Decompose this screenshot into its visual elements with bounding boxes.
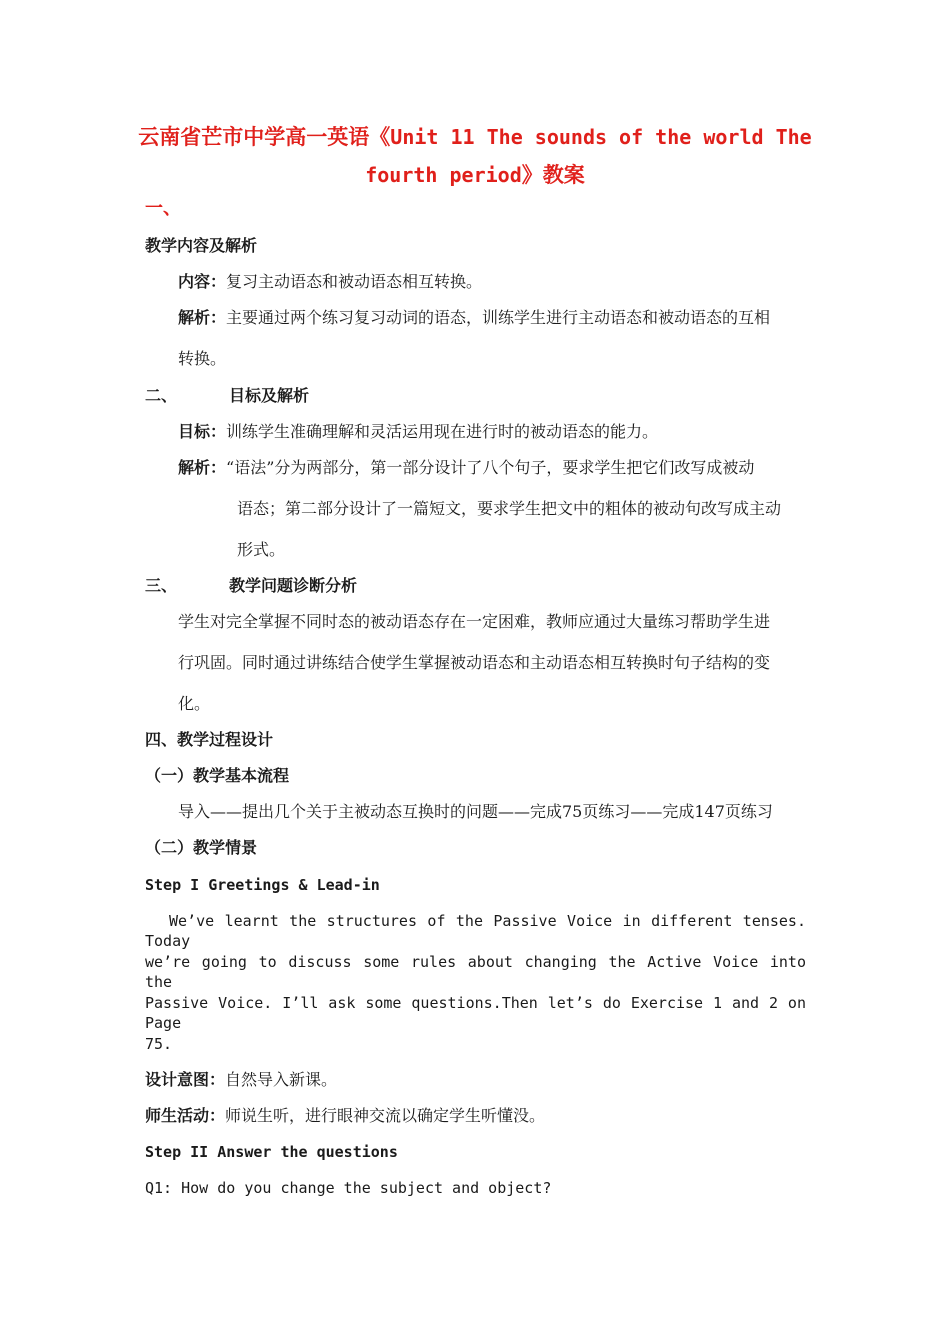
intent-label: 设计意图： [145, 1070, 226, 1089]
activity-text: 师说生听，进行眼神交流以确定学生听懂没。 [225, 1106, 546, 1125]
section3-line1: 学生对完全掌握不同时态的被动语态存在一定困难，教师应通过大量练习帮助学生进 [178, 612, 771, 631]
section2-goal [178, 422, 658, 442]
section3-heading-row [145, 576, 357, 596]
goal-label: 目标： [178, 422, 227, 441]
sub2-heading: （二）教学情景 [145, 838, 258, 857]
section4-heading: 四、教学过程设计 [145, 730, 274, 749]
step1-heading: Step I Greetings & Lead-in [145, 876, 380, 894]
analysis-label: 解析： [178, 458, 227, 477]
step1-line4: 75. [145, 1035, 173, 1053]
section1-number: 一、 [145, 198, 181, 219]
section3-line2: 行巩固。同时通过讲练结合使学生掌握被动语态和主动语态相互转换时句子结构的变 [178, 653, 771, 672]
analysis-label: 解析： [178, 308, 227, 327]
section2-analysis-line3: 形式。 [237, 540, 286, 559]
title-line2-cn: 》教案 [521, 162, 585, 187]
section1-analysis-line1 [178, 308, 770, 328]
analysis-text-line1: 主要通过两个练习复习动词的语态，训练学生进行主动语态和被动语态的互相 [226, 308, 771, 327]
section1-content [178, 272, 482, 292]
section2-number: 二、 [145, 386, 178, 405]
goal-text: 训练学生准确理解和灵活运用现在进行时的被动语态的能力。 [226, 422, 659, 441]
activity-label: 师生活动： [145, 1106, 226, 1125]
section3-line3: 化。 [178, 694, 211, 713]
section2-heading-row [145, 386, 309, 406]
flow-text: 导入——提出几个关于主被动态互换时的问题——完成75页练习——完成147页练习 [178, 802, 773, 821]
intent-text: 自然导入新课。 [225, 1070, 338, 1089]
design-intent [145, 1070, 337, 1090]
section1-analysis-line2: 转换。 [178, 349, 227, 368]
content-label: 内容： [178, 272, 227, 291]
section1-heading: 教学内容及解析 [145, 236, 258, 255]
step1-line2: we’re going to discuss some rules about changing the Active Voice into the [145, 953, 806, 991]
step1-line3: Passive Voice. I’ll ask some questions.Then let’s do Exercise 1 and 2 on Page [145, 994, 806, 1032]
title-line2-en: fourth period [365, 163, 522, 187]
teacher-student-activity [145, 1106, 545, 1126]
step2-heading: Step II Answer the questions [145, 1143, 398, 1161]
section2-heading: 目标及解析 [229, 386, 310, 405]
content-text: 复习主动语态和被动语态相互转换。 [226, 272, 483, 291]
section3-number: 三、 [145, 576, 178, 595]
analysis-text-line1: “语法”分为两部分，第一部分设计了八个句子，要求学生把它们改写成被动 [226, 458, 755, 477]
title-line1-cn: 云南省芒市中学高一英语《 [138, 124, 391, 149]
title-line1-en: Unit 11 The sounds of the world The [390, 125, 812, 149]
section2-analysis-line1 [178, 458, 754, 478]
sub1-heading: （一）教学基本流程 [145, 766, 290, 785]
question-1: Q1: How do you change the subject and object? [145, 1179, 552, 1197]
step1-line1: We’ve learnt the structures of the Passive Voice in different tenses. Today [145, 912, 806, 950]
document-title [130, 118, 820, 194]
section2-analysis-line2: 语态；第二部分设计了一篇短文，要求学生把文中的粗体的被动句改写成主动 [237, 499, 782, 518]
section3-heading: 教学问题诊断分析 [229, 576, 358, 595]
